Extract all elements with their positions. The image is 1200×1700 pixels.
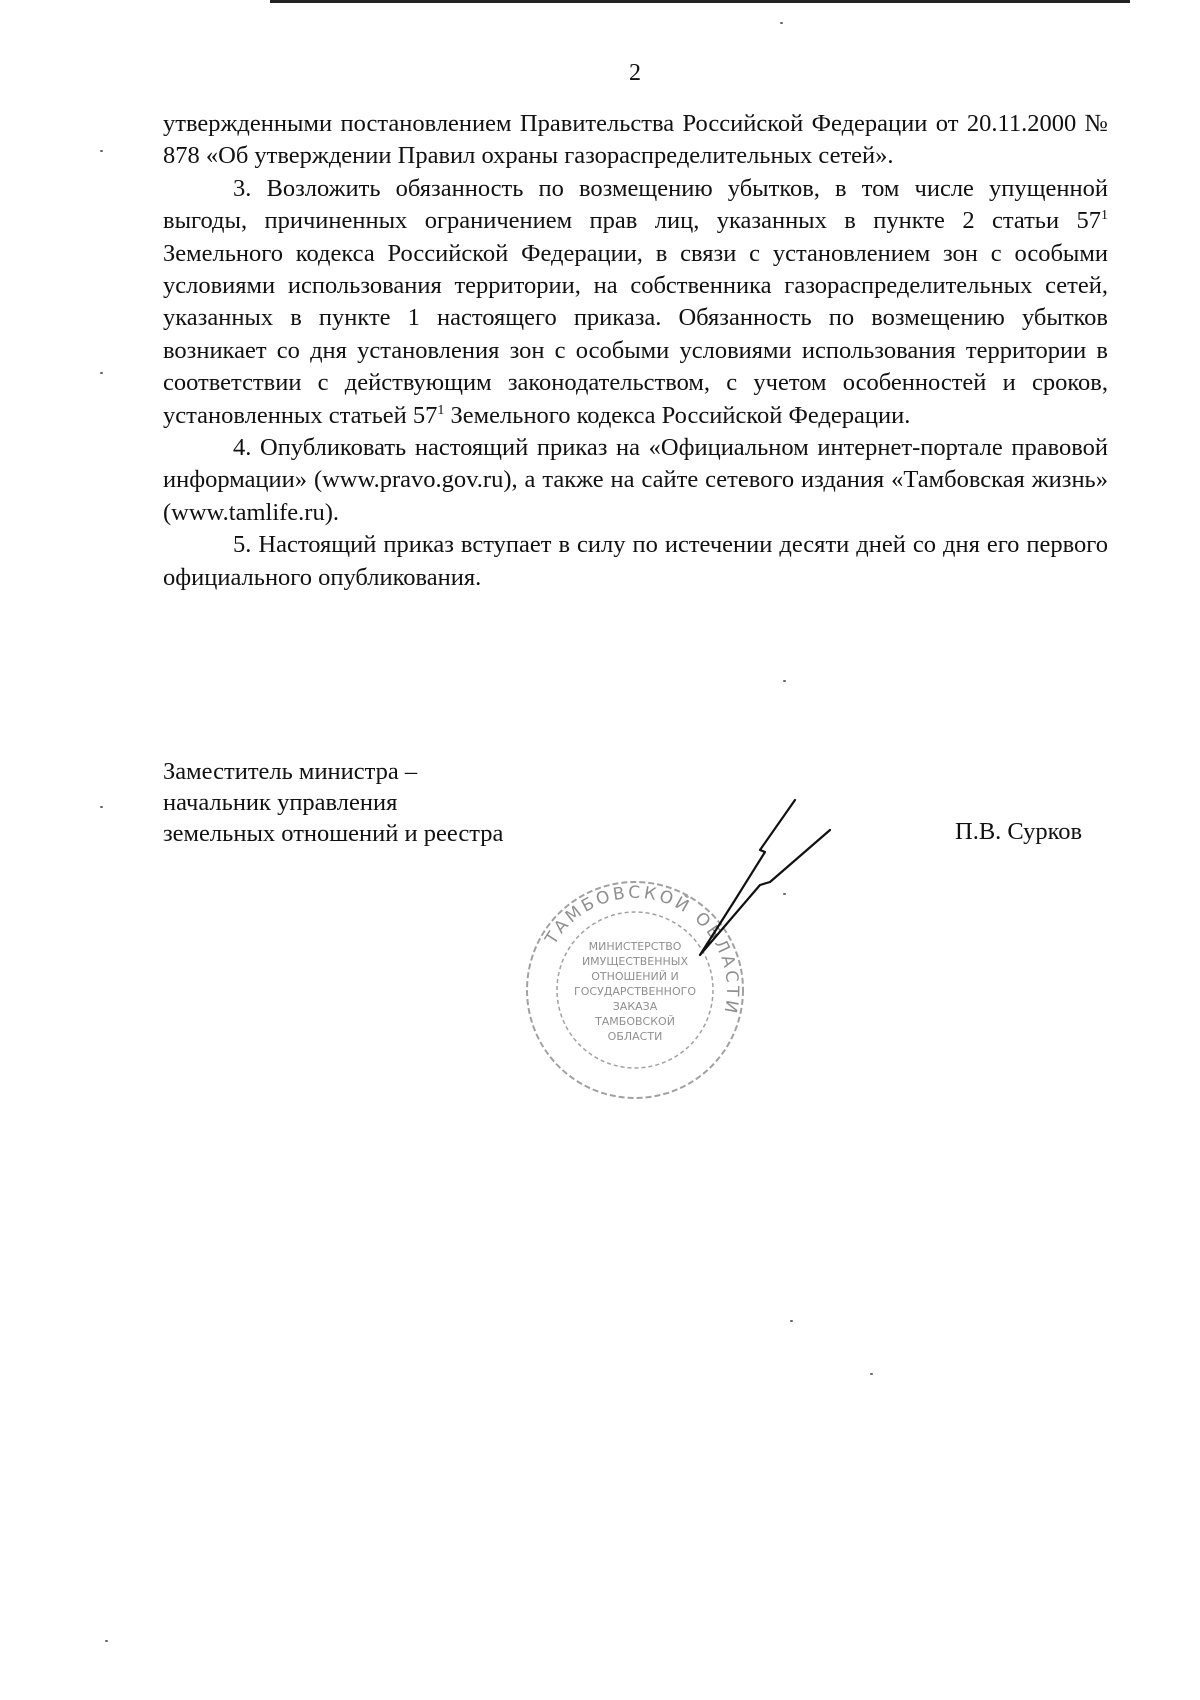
paragraph-4: 4. Опубликовать настоящий приказ на «Официальном интернет-портале правовой информации» (www.pravo.gov.ru), а также на сайте сетевого издания «Тамбовская жизнь» (www.tamlife.ru). [163, 434, 1108, 526]
handwritten-signature [660, 790, 840, 970]
position-line-1: Заместитель министра – [163, 758, 418, 785]
scan-speck [790, 1320, 793, 1322]
scan-speck [780, 22, 783, 24]
superscript-1: 1 [1101, 208, 1108, 224]
stamp-line-7: ОБЛАСТИ [607, 1030, 663, 1043]
scan-speck [100, 150, 103, 152]
stamp-line-6: ТАМБОВСКОЙ [595, 1015, 675, 1028]
paragraph-3-part-c: Земельного кодекса Российской Федерации. [444, 401, 911, 429]
stamp-line-4: ГОСУДАРСТВЕННОГО [574, 985, 696, 998]
signatory-position [163, 756, 503, 849]
scan-speck [100, 372, 103, 374]
stamp-outer-text: ТАМБОВСКОЙ ОБЛАСТИ [541, 882, 743, 1018]
stamp-line-5: ЗАКАЗА [612, 1000, 658, 1013]
stamp-line-3: ОТНОШЕНИЙ И [591, 970, 679, 983]
scan-speck [105, 1640, 108, 1642]
document-body [163, 108, 1108, 594]
paragraph-5: 5. Настоящий приказ вступает в силу по истечении десяти дней со дня его первого официального опубликования. [163, 531, 1108, 591]
position-line-3: земельных отношений и реестра [163, 820, 504, 847]
scan-speck [783, 680, 786, 682]
stamp-line-2: ИМУЩЕСТВЕННЫХ [581, 955, 689, 968]
superscript-2: 1 [437, 402, 445, 418]
paragraph-3 [163, 173, 1108, 432]
scan-speck [100, 806, 103, 808]
page-number: 2 [629, 60, 641, 86]
stamp-line-1: МИНИСТЕРСТВО [588, 940, 682, 953]
position-line-2: начальник управления [163, 789, 398, 816]
scan-speck [870, 1373, 873, 1375]
signer-name: П.В. Сурков [955, 818, 1083, 845]
paragraph-3-part-b: Земельного кодекса Российской Федерации, в связи с установлением зон с особыми условиями использования территории, на собственника газораспределительных сетей, указанных в пункте 1 настоящего приказа. Обязанность по возмещению убытков возникает со дня установления зон с особыми условиями использования территории в соответствии с действующим законодательством, с учетом особенностей и сроков, установленных статьей 57 [163, 239, 1108, 429]
scan-speck [783, 893, 786, 895]
paragraph-continuation: утвержденными постановлением Правительства Российской Федерации от 20.11.2000 № 878 «Об утверждении Правил охраны газораспределительных сетей». [163, 110, 1108, 170]
top-edge-rule [270, 0, 1130, 3]
paragraph-3-part-a: 3. Возложить обязанность по возмещению убытков, в том числе упущенной выгоды, причиненных ограничением прав лиц, указанных в пункте 2 статьи 57 [163, 174, 1108, 235]
